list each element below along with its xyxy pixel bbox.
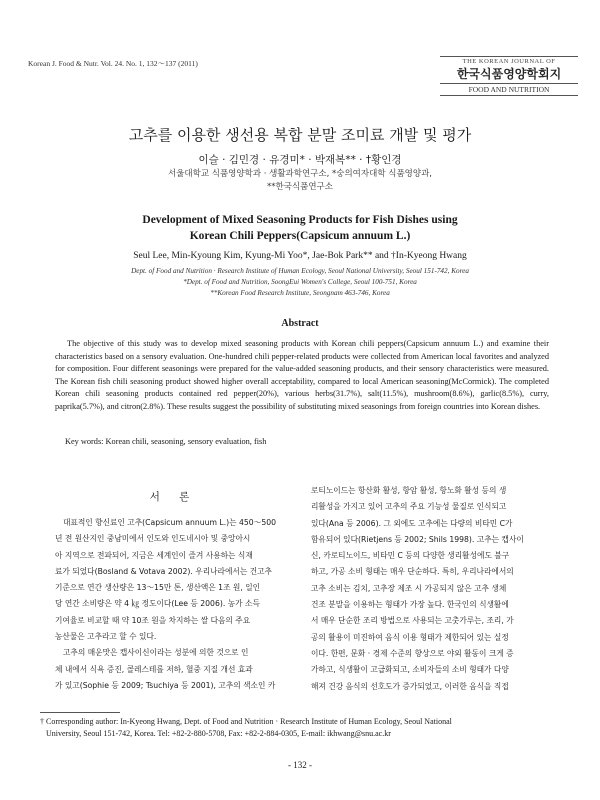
affiliations-korean xyxy=(0,168,600,194)
title-korean: 고추를 이용한 생선용 복합 분말 조미료 개발 및 평가 xyxy=(128,126,472,144)
body-line: 기준으로 연간 생산량은 13～15만 톤, 생산액은 1조 원, 일인 xyxy=(55,583,261,593)
footnote-line: † Corresponding author: In-Kyeong Hwang, Dept. of Food and Nutrition · Research Institute of Human Ecology, Seoul National xyxy=(40,717,452,726)
footnote-corresponding-author xyxy=(40,716,560,740)
body-line: 이다. 한편, 문화 · 경제 수준의 향상으로 야외 활동이 크게 증 xyxy=(311,648,514,658)
body-line: 가하고, 식생활이 고급화되고, 소비자들의 소비 형태가 다양 xyxy=(311,665,509,675)
body-line: 료가 되었다(Bosland & Votava 2002). 우리나라에서는 건고추 xyxy=(55,566,272,576)
title-english xyxy=(0,212,600,244)
journal-name-en: THE KOREAN JOURNAL OF xyxy=(462,58,556,65)
body-line: 년 전 원산지인 중남미에서 인도와 인도네시아 및 중앙아시 xyxy=(55,534,251,544)
body-line: 당 연간 소비량은 약 4 ㎏ 정도이다(Lee 등 2006). 농가 소득 xyxy=(55,599,260,609)
title-en-line: Development of Mixed Seasoning Products for Fish Dishes using xyxy=(142,214,458,226)
authors-english: Seul Lee, Min-Kyoung Kim, Kyung-Mi Yoo*, Jae-Bok Park** and †In-Kyeong Hwang xyxy=(133,251,467,261)
section-heading-introduction: 서 론 xyxy=(149,491,198,503)
body-line: 기여율로 비교할 때 약 10조 원을 차지하는 쌀 다음의 주요 xyxy=(55,615,251,625)
authors-korean: 이슬 · 김민경 · 유경미* · 박재복** · †황인경 xyxy=(198,154,402,166)
journal-name-ko: 한국식품영양학회지 xyxy=(456,67,562,81)
abstract-heading: Abstract xyxy=(281,318,319,329)
body-column-right xyxy=(311,483,551,695)
affiliation-ko-line: **한국식품연구소 xyxy=(267,182,333,192)
body-line: 체 내에서 식욕 증진, 콜레스테롤 저하, 혈중 지질 개선 효과 xyxy=(55,664,253,674)
body-line: 하고, 가공 소비 형태는 매우 단순하다. 특히, 우리나라에서의 xyxy=(311,567,514,577)
body-line: 고추의 매운맛은 캡사이신이라는 성분에 의한 것으로 인 xyxy=(63,648,249,658)
citation: Korean J. Food & Nutr. Vol. 24. No. 1, 132～137 (2011) xyxy=(28,59,198,68)
footnote-rule xyxy=(40,712,120,713)
body-line: 있다(Ana 등 2006). 그 외에도 고추에는 다량의 비타민 C가 xyxy=(311,518,513,528)
body-line: 함유되어 있다(Rietjens 등 2002; Shils 1998). 고추는 캡사이 xyxy=(311,534,524,544)
body-line: 로티노이드는 항산화 활성, 항암 활성, 항노화 활성 등의 생 xyxy=(311,486,507,495)
journal-name-en2: FOOD AND NUTRITION xyxy=(468,85,550,94)
title-en-line: Korean Chili Peppers(Capsicum annuum L.) xyxy=(189,230,411,242)
keywords: Key words: Korean chili, seasoning, sensory evaluation, fish xyxy=(65,437,267,446)
body-line: 건조 분말을 이용하는 형태가 가장 높다. 한국인의 식생활에 xyxy=(311,600,509,610)
footnote-line: University, Seoul 151-742, Korea. Tel: +82-2-880-5708, Fax: +82-2-884-0305, E-mail: ikhwang@snu.ac.kr xyxy=(46,729,391,738)
abstract-text: The objective of this study was to develop mixed seasoning products with Korean chili peppers(Capsicum annuum L.) and examine their characteristics based on a sensory evaluation. One-hundred chili pepper-related products were collected from American local favorites and analyzed for composition. Four different seasonings were prepared for the value-added seasoning products, and their sensory characteristics were measured. The Korean fish chili seasoning product showed higher overall acceptability, compared to local American seasoning(McCormick). The completed Korean chili seasoning products contained red pepper(20%), various herbs(31.7%), salt(11.5%), mushroom(8.6%), garlic(8.5%), curry, paprika(5.7%), and citron(2.8%). These results suggest the possibility of substituting mixed seasonings from foreign countries into Korean dishes. xyxy=(55,339,549,411)
affiliations-english xyxy=(0,266,600,299)
body-line: 서 매우 단순한 조리 방법으로 사용되는 고춧가루는, 조리, 가 xyxy=(311,616,514,626)
journal-masthead xyxy=(440,55,578,97)
affiliation-en-line: **Korean Food Research Institute, Seongnam 463-746, Korea xyxy=(210,289,390,297)
body-line: 농산물은 고추라고 할 수 있다. xyxy=(55,632,157,642)
body-line: 아 지역으로 전파되어, 지금은 세계인이 즐겨 사용하는 식재 xyxy=(55,550,253,560)
masthead-rule-top xyxy=(440,56,578,57)
body-column-left xyxy=(55,515,295,694)
body-line: 해져 건강 음식의 선호도가 증가되었고, 이러한 음식을 직접 xyxy=(311,681,509,691)
affiliation-ko-line: 서울대학교 식품영양학과 · 생활과학연구소, *숭의여자대학 식품영양과, xyxy=(168,169,432,179)
affiliation-en-line: Dept. of Food and Nutrition · Research Institute of Human Ecology, Seoul National University, Seoul 151-742, Korea xyxy=(131,267,469,275)
masthead-rule-bottom xyxy=(440,95,578,96)
body-line: 공의 활용이 미진하여 음식 이용 형태가 제한되어 있는 실정 xyxy=(311,632,509,642)
masthead-rule-mid xyxy=(440,83,578,84)
body-line: 고추 소비는 김치, 고추장 제조 시 가공되지 않은 고추 생체 xyxy=(311,583,507,593)
page-number: - 132 - xyxy=(288,760,312,770)
body-line: 리활성을 가지고 있어 고추의 주요 기능성 물질로 인식되고 xyxy=(311,502,507,512)
body-line: 가 있고(Sophie 등 2009; Tsuchiya 등 2001), 고추의 색소인 카 xyxy=(55,680,276,690)
body-line: 신, 카로티노이드, 비타민 C 등의 다양한 생리활성에도 불구 xyxy=(311,551,510,561)
affiliation-en-line: *Dept. of Food and Nutrition, SoongEui Women's College, Seoul 100-751, Korea xyxy=(183,278,417,286)
body-line: 대표적인 향신료인 고추(Capsicum annuum L.)는 450～500 xyxy=(63,518,277,527)
